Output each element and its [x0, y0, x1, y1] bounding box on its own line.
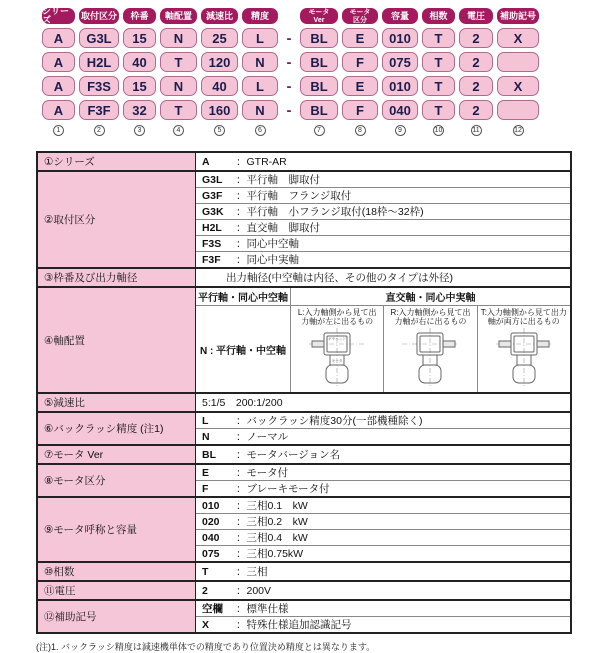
spec-code: X — [202, 618, 210, 631]
spec-code: F3F — [202, 253, 221, 266]
column-number: 7 — [300, 124, 338, 136]
number-spacer — [282, 124, 296, 136]
code-cell: T — [422, 100, 455, 120]
column-number: 2 — [79, 124, 119, 136]
spec-row-frame — [38, 267, 570, 286]
code-cell: 040 — [382, 100, 418, 120]
gearbox-diagram-both-icon — [494, 327, 554, 389]
spec-desc: 5:1/5 200:1/200 — [202, 397, 283, 409]
code-cell: BL — [300, 52, 338, 72]
spec-row-motor-class — [38, 463, 570, 496]
code-cell: 15 — [123, 28, 156, 48]
column-header-motor-class — [342, 8, 378, 24]
spec-row-shaft-arrangement — [38, 286, 570, 392]
code-cell: F3S — [79, 76, 119, 96]
code-cell: BL — [300, 76, 338, 96]
code-cell: 40 — [123, 52, 156, 72]
shaft-option-r — [384, 306, 477, 392]
spec-desc: ：ノーマル — [236, 431, 289, 443]
spec-label: ③枠番及び出力軸径 — [38, 269, 196, 286]
column-header-mounting: 取付区分 — [79, 8, 119, 24]
spec-code: F — [202, 482, 209, 495]
column-header-phase: 相数 — [422, 8, 455, 24]
footnote: (注)1. バックラッシ精度は減速機単体での精度であり位置決め精度とは異なります。 — [36, 642, 376, 652]
spec-desc: ：三相0.1 kW — [236, 500, 308, 512]
spec-row-series — [38, 153, 570, 170]
code-cell: E — [342, 76, 378, 96]
code-cell: BL — [300, 28, 338, 48]
shaft-option-t — [478, 306, 570, 392]
code-cell: T — [160, 100, 197, 120]
header-spacer — [282, 8, 296, 24]
column-header-precision: 精度 — [242, 8, 278, 24]
code-cell: N — [242, 52, 278, 72]
model-code-table — [42, 8, 542, 136]
spec-code: H2L — [202, 221, 222, 234]
code-cell: T — [422, 76, 455, 96]
code-cell: 010 — [382, 28, 418, 48]
shaft-option-l-caption: L:入力軸側から見て出力軸が左に出るもの — [297, 308, 377, 327]
code-cell: 25 — [201, 28, 238, 48]
code-cell-empty — [497, 100, 539, 120]
column-number: 1 — [42, 124, 75, 136]
spec-desc: ：平行軸 脚取付 — [236, 174, 320, 186]
code-cell: 160 — [201, 100, 238, 120]
code-separator: - — [286, 29, 292, 47]
column-number: 10 — [434, 126, 443, 134]
spec-desc: ：平行軸 フランジ取付 — [236, 190, 352, 202]
code-cell: 2 — [459, 52, 493, 72]
spec-desc: ：同心中実軸 — [236, 254, 299, 266]
spec-row-ratio — [38, 392, 570, 411]
spec-code: 020 — [202, 515, 220, 528]
spec-code: L — [202, 414, 209, 427]
spec-code: T — [202, 565, 209, 578]
spec-row-phase — [38, 561, 570, 580]
column-number: 4 — [160, 124, 197, 136]
column-header-voltage: 電圧 — [459, 8, 493, 24]
code-cell: G3L — [79, 28, 119, 48]
spec-row-capacity — [38, 496, 570, 561]
spec-label: ⑫補助記号 — [38, 601, 196, 632]
code-cell: 32 — [123, 100, 156, 120]
column-header-frame: 枠番 — [123, 8, 156, 24]
spec-desc: ：モータバージョン名 — [236, 449, 341, 461]
spec-label: ⑧モータ区分 — [38, 465, 196, 496]
shaft-option-t-caption: T:入力軸側から見て出力軸が両方に出るもの — [480, 308, 567, 327]
spec-desc: ：三相 — [236, 566, 268, 578]
spec-desc: ：バックラッシ精度30分(一部機種除く) — [236, 415, 423, 427]
spec-code: A — [202, 155, 210, 168]
spec-desc: ：標準仕様 — [236, 603, 289, 615]
code-cell: X — [497, 76, 539, 96]
column-number: 11 — [472, 126, 480, 134]
spec-label: ①シリーズ — [38, 153, 196, 170]
column-number: 5 — [201, 124, 238, 136]
spec-label: ⑨モータ呼称と容量 — [38, 498, 196, 561]
column-header-aux: 補助記号 — [497, 8, 539, 24]
spec-desc: ：三相0.2 kW — [236, 516, 308, 528]
shaft-option-n: N : 平行軸・中空軸 — [196, 306, 291, 392]
code-cell: 2 — [459, 100, 493, 120]
spec-label: ⑩相数 — [38, 563, 196, 580]
code-cell: 075 — [382, 52, 418, 72]
code-cell: T — [422, 28, 455, 48]
spec-label: ④軸配置 — [38, 288, 196, 392]
spec-desc: ：三相0.4 kW — [236, 532, 308, 544]
code-cell: L — [242, 28, 278, 48]
code-cell: 2 — [459, 76, 493, 96]
code-cell: 40 — [201, 76, 238, 96]
spec-label: ⑥バックラッシ精度 (注1) — [38, 413, 196, 444]
spec-desc: ：GTR-AR — [236, 156, 287, 168]
code-cell: A — [42, 76, 75, 96]
code-cell: E — [342, 28, 378, 48]
shaft-col-parallel: 平行軸・同心中空軸 — [196, 288, 291, 305]
code-separator: - — [286, 53, 292, 71]
svg-text:モータ: モータ — [331, 359, 343, 364]
column-header-capacity: 容量 — [382, 8, 418, 24]
spec-label: ⑤減速比 — [38, 394, 196, 411]
spec-row-voltage — [38, 580, 570, 599]
spec-code: 空欄 — [202, 603, 223, 615]
spec-code: G3L — [202, 173, 223, 186]
shaft-option-r-caption: R:入力軸側から見て出力軸が右に出るもの — [390, 308, 471, 327]
spec-desc: ：同心中空軸 — [236, 238, 299, 250]
spec-label: ②取付区分 — [38, 172, 196, 267]
spec-row-aux — [38, 599, 570, 632]
code-cell: N — [160, 28, 197, 48]
column-header-ratio: 減速比 — [201, 8, 238, 24]
spec-desc: ：平行軸 小フランジ取付(18枠～32枠) — [236, 206, 424, 218]
code-separator: - — [286, 101, 292, 119]
code-cell: 2 — [459, 28, 493, 48]
code-cell: 120 — [201, 52, 238, 72]
spec-code: G3K — [202, 205, 224, 218]
spec-row-backlash — [38, 411, 570, 444]
shaft-option-l — [291, 306, 384, 392]
column-number: 8 — [342, 124, 378, 136]
column-header-series: シリーズ — [42, 8, 75, 24]
spec-code: 075 — [202, 547, 220, 560]
code-cell: L — [242, 76, 278, 96]
spec-desc: ：ブレーキモータ付 — [236, 483, 330, 495]
code-cell: BL — [300, 100, 338, 120]
code-cell: T — [160, 52, 197, 72]
badge-line: Ver — [313, 16, 325, 24]
column-number: 3 — [123, 124, 156, 136]
spec-label: ⑦モータ Ver — [38, 446, 196, 463]
column-number: 9 — [382, 124, 418, 136]
column-number: 6 — [242, 124, 278, 136]
code-cell: F — [342, 52, 378, 72]
code-cell: 15 — [123, 76, 156, 96]
spec-code: 2 — [202, 584, 208, 597]
spec-desc: ：特殊仕様追加認識記号 — [236, 619, 352, 631]
badge-line: モータ — [349, 8, 371, 16]
code-cell: T — [422, 52, 455, 72]
code-cell-empty — [497, 52, 539, 72]
code-cell: N — [160, 76, 197, 96]
code-cell: F3F — [79, 100, 119, 120]
spec-code: F3S — [202, 237, 222, 250]
badge-line: モータ — [308, 8, 330, 16]
spec-code: E — [202, 466, 210, 479]
code-cell: A — [42, 100, 75, 120]
gearbox-diagram-right-icon — [400, 327, 460, 389]
code-cell: N — [242, 100, 278, 120]
spec-code: G3F — [202, 189, 223, 202]
spec-table — [36, 151, 572, 634]
svg-text:ギヤヘッド: ギヤヘッド — [328, 337, 347, 342]
spec-code: N — [202, 430, 210, 443]
spec-desc: ：モータ付 — [236, 467, 289, 479]
code-cell: F — [342, 100, 378, 120]
code-cell: H2L — [79, 52, 119, 72]
spec-row-mounting — [38, 170, 570, 267]
gearbox-diagram-left-icon — [307, 327, 367, 389]
column-number: 12 — [514, 126, 522, 134]
spec-label: ⑪電圧 — [38, 582, 196, 599]
spec-code: BL — [202, 448, 216, 461]
spec-desc: ：直交軸 脚取付 — [236, 222, 320, 234]
badge-line: 区分 — [353, 16, 367, 24]
shaft-subheader — [196, 288, 570, 306]
code-separator: - — [286, 77, 292, 95]
spec-desc: ：200V — [236, 585, 272, 597]
code-cell: A — [42, 28, 75, 48]
column-header-shaft: 軸配置 — [160, 8, 197, 24]
spec-desc: ：三相0.75kW — [236, 548, 304, 560]
column-header-motor-ver — [300, 8, 338, 24]
spec-row-motor-ver — [38, 444, 570, 463]
code-cell: A — [42, 52, 75, 72]
code-cell: X — [497, 28, 539, 48]
spec-desc: 出力軸径(中空軸は内径、その他のタイプは外径) — [226, 272, 453, 284]
code-cell: 010 — [382, 76, 418, 96]
spec-code: 040 — [202, 531, 220, 544]
shaft-col-orthogonal: 直交軸・同心中実軸 — [385, 293, 476, 304]
spec-code: 010 — [202, 499, 220, 512]
